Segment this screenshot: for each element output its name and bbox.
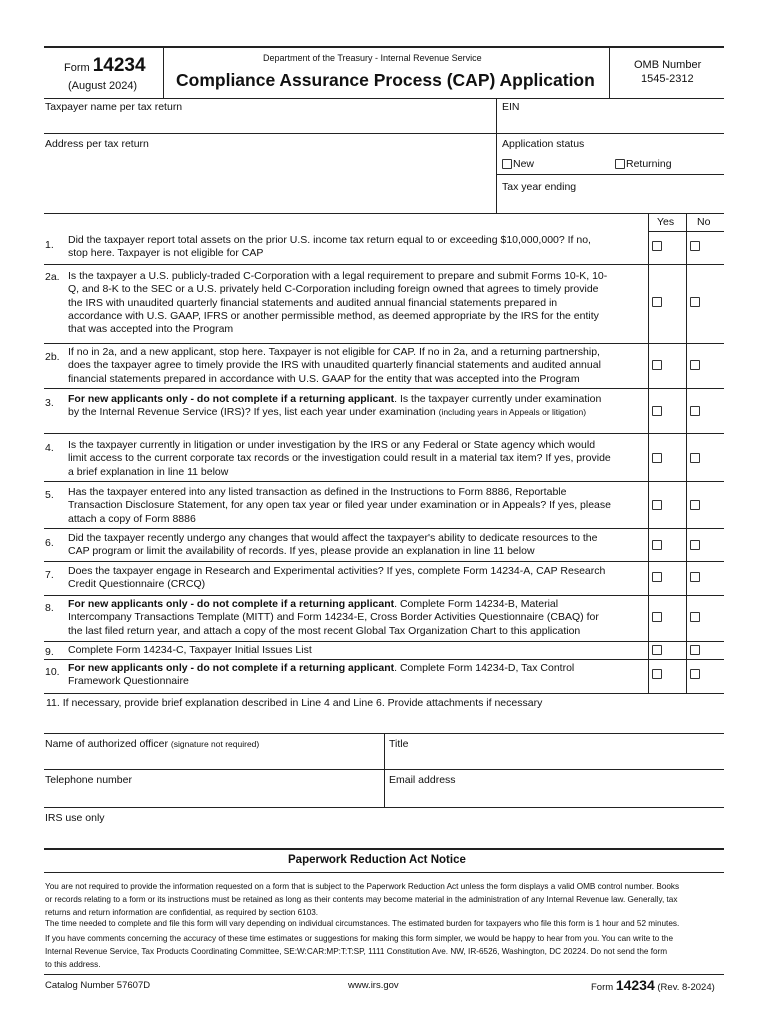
ein-field[interactable]: EIN [502,101,520,113]
no-column-header: No [697,216,711,228]
q1-no-checkbox[interactable] [690,241,700,251]
telephone-field[interactable]: Telephone number [45,774,132,786]
q2a-yes-checkbox[interactable] [652,297,662,307]
footer-form-label: Form 14234 (Rev. 8-2024) [591,977,715,993]
new-checkbox[interactable] [502,159,512,169]
q7-no-checkbox[interactable] [690,572,700,582]
q10-no-checkbox[interactable] [690,669,700,679]
q8-yes-checkbox[interactable] [652,612,662,622]
q1-yes-checkbox[interactable] [652,241,662,251]
q6-yes-checkbox[interactable] [652,540,662,550]
q5-no-checkbox[interactable] [690,500,700,510]
paperwork-notice-p2: The time needed to complete and file this form will vary depending on individual circumstances. The estimated burden for taxpayers who file this form is 1 hour and 52 minutes. [45,919,680,928]
q5-yes-checkbox[interactable] [652,500,662,510]
taxpayer-name-field[interactable]: Taxpayer name per tax return [45,101,183,113]
q9-yes-checkbox[interactable] [652,645,662,655]
line-11-explanation[interactable]: 11. If necessary, provide brief explanation described in Line 4 and Line 6. Provide attachments if necessary [46,697,543,709]
paperwork-notice-heading: Paperwork Reduction Act Notice [288,854,466,866]
q9-no-checkbox[interactable] [690,645,700,655]
q3-yes-checkbox[interactable] [652,406,662,416]
title-field[interactable]: Title [389,738,409,750]
form-title: Compliance Assurance Process (CAP) Application [176,70,595,90]
q10-yes-checkbox[interactable] [652,669,662,679]
q4-yes-checkbox[interactable] [652,453,662,463]
q8-no-checkbox[interactable] [690,612,700,622]
address-field[interactable]: Address per tax return [45,138,149,150]
returning-label: Returning [626,158,672,170]
new-label: New [513,158,535,170]
irs-website: www.irs.gov [348,980,399,991]
q4-no-checkbox[interactable] [690,453,700,463]
yes-column-header: Yes [657,216,675,228]
paperwork-notice-p3: If you have comments concerning the accuracy of these time estimates or suggestions for making this form simpler, we would be happy to hear from you. You can write to the Internal Revenue Service, Tax Products Coordinating Committee, SE:W:CAR:MP:T:T:SP, 1111 Constitution Ave. NW, IR-6526, Washington, DC 20224. Do not send the form to this address. [45,934,674,969]
omb-label: OMB Number [634,59,702,71]
q2b-yes-checkbox[interactable] [652,360,662,370]
q3-no-checkbox[interactable] [690,406,700,416]
application-status-label: Application status [502,138,585,150]
q2a-no-checkbox[interactable] [690,297,700,307]
q2b-no-checkbox[interactable] [690,360,700,370]
paperwork-notice-p1: You are not required to provide the information requested on a form that is subject to the Paperwork Reduction Act unless the form displays a valid OMB control number. Books or records relating to a form or its instructions must be retained as long as their contents may become material in the administration of any Internal Revenue law. Generally, tax returns and return information are confidential, as required by section 6103. [45,882,680,917]
department-text: Department of the Treasury - Internal Revenue Service [263,53,482,63]
irs-use-only-field: IRS use only [45,812,105,824]
q6-no-checkbox[interactable] [690,540,700,550]
catalog-number: Catalog Number 57607D [45,980,151,991]
omb-number: 1545-2312 [641,73,694,85]
tax-year-ending-field[interactable]: Tax year ending [502,181,577,193]
form-label: Form 14234 [64,55,146,76]
q7-yes-checkbox[interactable] [652,572,662,582]
email-field[interactable]: Email address [389,774,456,786]
returning-checkbox[interactable] [615,159,625,169]
form-revision: (August 2024) [68,80,138,92]
authorized-officer-field[interactable]: Name of authorized officer (signature not required) [45,738,260,750]
